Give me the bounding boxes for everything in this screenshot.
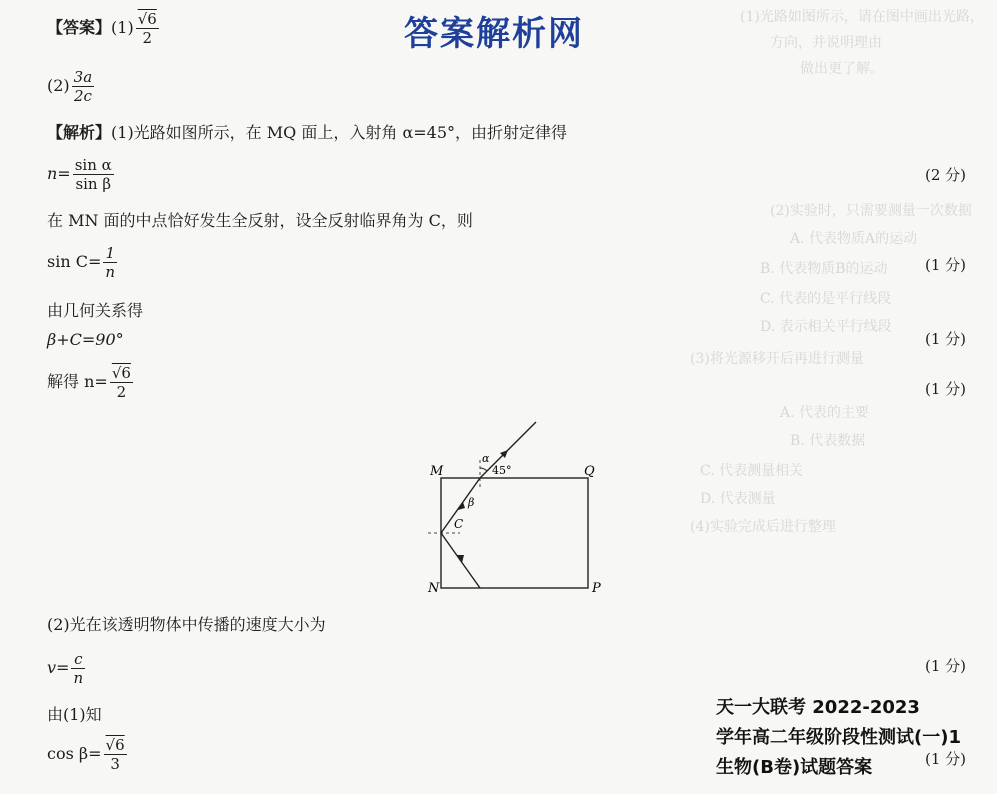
equation-solution-n: 解得 n= $\frac{√6}{2}$ xyxy=(47,364,131,401)
ghost-text: (3)将光源移开后再进行测量 xyxy=(690,351,864,367)
score-mark: (1 分) xyxy=(925,256,967,274)
ghost-text: (4)实验完成后进行整理 xyxy=(690,519,836,535)
answer-part2-fraction: $\frac{3a}{2c}$ xyxy=(73,68,93,105)
ghost-text: (1)光路如图所示，请在图中画出光路， xyxy=(740,9,984,25)
reflected-ray-arrow xyxy=(457,555,464,563)
answer-part1-prefix: (1) xyxy=(111,18,134,37)
ghost-text: D. 表示相关平行线段 xyxy=(760,319,892,335)
ghost-text: B. 代表物质B的运动 xyxy=(760,261,888,277)
equation-cos-beta: cos β= $\frac{√6}{3}$ xyxy=(47,736,125,773)
analysis-label: 【解析】 xyxy=(47,123,112,142)
equation-refraction: n= $\frac{\text{sin α}}{\text{sin β}}$ xyxy=(47,156,112,193)
answer-label: 【答案】 xyxy=(47,18,112,37)
score-mark: (1 分) xyxy=(925,750,967,768)
part2-line-6: 由(1)知 xyxy=(47,705,102,724)
ghost-text: C. 代表的是平行线段 xyxy=(760,291,892,307)
footer-line-1: 天一大联考 2022-2023 xyxy=(716,697,920,718)
light-path-diagram xyxy=(420,420,610,600)
score-mark: (1 分) xyxy=(925,657,967,675)
footer-line-3: 生物(B卷)试题答案 xyxy=(716,757,873,778)
angle-label-beta: β xyxy=(468,496,475,509)
equation-speed: v= $\frac{c}{n}$ xyxy=(47,650,84,687)
answer-line-1 xyxy=(47,10,161,47)
alpha-arc xyxy=(480,468,487,471)
answer-line-2 xyxy=(47,68,96,105)
analysis-intro-line xyxy=(47,120,567,143)
vertex-label-N: N xyxy=(428,581,440,596)
vertex-label-P: P xyxy=(592,581,601,596)
site-watermark-title: 答案解析网 xyxy=(404,14,584,54)
angle-label-45: 45° xyxy=(492,464,512,477)
analysis-line-3: 由几何关系得 xyxy=(47,301,144,320)
ghost-text: A. 代表的主要 xyxy=(780,405,870,421)
ghost-text: A. 代表物质A的运动 xyxy=(790,231,918,247)
angle-label-C: C xyxy=(454,517,464,531)
ghost-text: 方向，并说明理由 xyxy=(770,35,882,51)
vertex-label-Q: Q xyxy=(584,464,595,479)
answer-part2-prefix: (2) xyxy=(47,76,70,95)
score-mark: (1 分) xyxy=(925,380,967,398)
analysis-intro: (1)光路如图所示，在 MQ 面上，入射角 α=45°，由折射定律得 xyxy=(111,123,568,142)
score-mark: (2 分) xyxy=(925,166,967,184)
answer-part1-fraction: $\frac{√6}{2}$ xyxy=(137,10,157,47)
ghost-text: C. 代表测量相关 xyxy=(700,463,804,479)
ghost-text: (2)实验时，只需要测量一次数据 xyxy=(770,203,972,219)
prism-rectangle xyxy=(441,478,588,588)
ghost-text: D. 代表测量 xyxy=(700,491,776,507)
footer-line-2: 学年高二年级阶段性测试(一)1 xyxy=(716,727,961,748)
equation-angle-sum: β+C=90° xyxy=(47,330,124,349)
angle-label-alpha: α xyxy=(482,452,490,465)
part2-intro: (2)光在该透明物体中传播的速度大小为 xyxy=(47,615,326,634)
vertex-label-M: M xyxy=(430,464,444,479)
equation-critical-angle: sin C= $\frac{1}{n}$ xyxy=(47,244,116,281)
ghost-text: 做出更了解。 xyxy=(800,61,884,77)
ghost-text: B. 代表数据 xyxy=(790,433,866,449)
score-mark: (1 分) xyxy=(925,330,967,348)
analysis-line-2: 在 MN 面的中点恰好发生全反射，设全反射临界角为 C，则 xyxy=(47,211,473,230)
